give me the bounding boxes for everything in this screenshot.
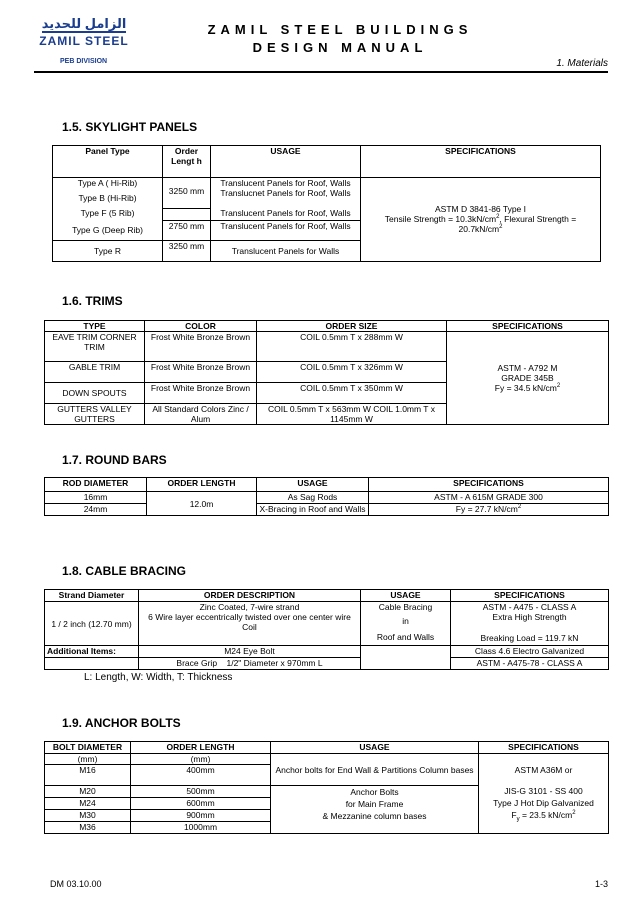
spec-line: Extra High Strength — [492, 612, 567, 622]
col-header: TYPE — [45, 321, 145, 332]
col-header: SPECIFICATIONS — [369, 478, 609, 492]
footer-doc-code: DM 03.10.00 — [50, 879, 102, 889]
section-title-round-bars: 1.7. ROUND BARS — [62, 453, 167, 467]
section-title-trims: 1.6. TRIMS — [62, 294, 123, 308]
spec-line: ASTM A36M or — [514, 764, 573, 775]
col-header: USAGE — [271, 742, 479, 754]
panel-type: Type A ( Hi-Rib) — [53, 178, 163, 189]
logo-bar — [42, 31, 126, 33]
order-length: 3250 mm — [163, 240, 211, 261]
panel-type: Type F (5 Rib) — [53, 208, 163, 220]
spec-line: Breaking Load = 119.7 kN — [480, 633, 579, 643]
cable-bracing-table — [44, 589, 609, 670]
trim-size: COIL 0.5mm T x 350mm W — [257, 383, 447, 404]
strand-diameter: 1 / 2 inch (12.70 mm) — [45, 602, 139, 646]
skylight-specs — [361, 178, 601, 262]
trim-size: COIL 0.5mm T x 288mm W — [257, 332, 447, 362]
spec-line: ASTM - A792 M — [497, 363, 558, 373]
usage: Translucent Panels for Roof, Walls — [211, 220, 361, 240]
usage-line: Cable Bracing — [378, 602, 433, 612]
order-length: 2750 mm — [163, 220, 211, 240]
bolt-length: 600mm — [131, 798, 271, 810]
col-header: USAGE — [257, 478, 369, 492]
col-header: SPECIFICATIONS — [479, 742, 609, 754]
trim-color: Frost White Bronze Brown — [145, 362, 257, 383]
bolt-usage — [271, 786, 479, 834]
trim-color: All Standard Colors Zinc / Alum — [145, 404, 257, 425]
bolt-length: 400mm — [131, 765, 271, 786]
spec-line: $20.7kN/cm^2$ — [458, 224, 503, 235]
usage-line: Anchor Bolts — [350, 787, 399, 797]
trim-specs — [447, 332, 609, 425]
bolt-diameter: M24 — [45, 798, 131, 810]
rod-usage: As Sag Rods — [257, 492, 369, 504]
spec-line: GRADE 345B — [501, 373, 554, 383]
section-title-anchor-bolts: 1.9. ANCHOR BOLTS — [62, 716, 181, 730]
col-header: ORDER LENGTH — [147, 478, 257, 492]
col-header: BOLT DIAMETER — [45, 742, 131, 754]
usage: Translucnet Panels for Roof, Walls — [211, 188, 361, 208]
panel-type: Type B (Hi-Rib) — [53, 188, 163, 208]
cable-usage — [361, 602, 451, 646]
rod-length: 12.0m — [147, 492, 257, 516]
usage: Translucent Panels for Roof, Walls — [211, 208, 361, 220]
desc-line: 6 Wire layer eccentrically twisted over one center wire Coil — [148, 612, 351, 632]
empty-cell — [479, 754, 609, 765]
spec-line: JIS-G 3101 - SS 400 — [504, 785, 583, 796]
usage: Translucent Panels for Roof, Walls — [211, 178, 361, 189]
trim-type: DOWN SPOUTS — [45, 383, 145, 404]
bolt-diameter: M30 — [45, 810, 131, 822]
panel-type: Type R — [53, 240, 163, 261]
col-header: ORDER LENGTH — [131, 742, 271, 754]
section-title-cable-bracing: 1.8. CABLE BRACING — [62, 564, 187, 578]
anchor-bolts-table — [44, 741, 609, 834]
bolt-usage: Anchor bolts for End Wall & Partitions Column bases — [271, 765, 479, 786]
usage-line: Roof and Walls — [376, 632, 435, 642]
bolt-length: 900mm — [131, 810, 271, 822]
unit-label: (mm) — [131, 754, 271, 765]
col-header: SPECIFICATIONS — [361, 146, 601, 178]
rod-spec: Fy = 27.7 $kN/cm^2$ — [369, 504, 609, 516]
rod-spec: ASTM - A 615M GRADE 300 — [369, 492, 609, 504]
additional-item: M24 Eye Bolt — [139, 646, 361, 658]
empty-cell — [271, 754, 479, 765]
col-header: Panel Type — [53, 146, 163, 178]
division-label: PEB DIVISION — [60, 58, 108, 65]
header-rule — [34, 71, 608, 73]
spec-line: ASTM - A475 - CLASS A — [482, 602, 577, 612]
doc-title-line1: ZAMIL STEEL BUILDINGS — [207, 22, 473, 37]
bolt-diameter: M16 — [45, 765, 131, 786]
additional-item-spec: Class 4.6 Electro Galvanized — [451, 646, 609, 658]
spec-line: ASTM D 3841-86 Type I — [434, 204, 527, 215]
usage-line: & Mezzanine column bases — [322, 811, 427, 821]
trim-color: Frost White Bronze Brown — [145, 332, 257, 362]
empty-cell — [45, 658, 139, 670]
empty-cell — [163, 208, 211, 220]
empty-cell — [361, 646, 451, 670]
chapter-label: 1. Materials — [556, 58, 608, 69]
spec-line: $F_y = 23.5$ $kN/cm^2$ — [511, 809, 576, 823]
trim-size: COIL 0.5mm T x 326mm W — [257, 362, 447, 383]
bolt-length: 1000mm — [131, 822, 271, 834]
spec-line: Type J Hot Dip Galvanized — [493, 797, 594, 808]
trim-color: Frost White Bronze Brown — [145, 383, 257, 404]
trim-size: COIL 0.5mm T x 563mm W COIL 1.0mm T x 1145mm W — [257, 404, 447, 425]
col-header: USAGE — [361, 590, 451, 602]
additional-item: Brace Grip 1/2" Diameter x 970mm L — [139, 658, 361, 670]
col-header: ORDER DESCRIPTION — [139, 590, 361, 602]
usage-line: for Main Frame — [345, 799, 404, 809]
spec-line: Fy = 34.5 $kN/cm^2$ — [494, 383, 561, 393]
trims-table — [44, 320, 609, 425]
col-header: SPECIFICATIONS — [451, 590, 609, 602]
bolt-length: 500mm — [131, 786, 271, 798]
bolt-diameter: M20 — [45, 786, 131, 798]
bolt-specs — [479, 765, 609, 834]
round-bars-table — [44, 477, 609, 516]
usage: Translucent Panels for Walls — [211, 240, 361, 261]
col-header: SPECIFICATIONS — [447, 321, 609, 332]
trim-type: EAVE TRIM CORNER TRIM — [45, 332, 145, 362]
order-length: 3250 mm — [163, 178, 211, 209]
rod-diameter: 24mm — [45, 504, 147, 516]
cable-description — [139, 602, 361, 646]
footer-page-number: 1-3 — [594, 879, 608, 889]
spec-line: Tensile Strength = $10.3kN/cm^2$, Flexural Strength = — [384, 214, 577, 225]
usage-line: in — [402, 616, 409, 626]
col-header: ORDER SIZE — [257, 321, 447, 332]
rod-usage: X-Bracing in Roof and Walls — [257, 504, 369, 516]
logo-arabic-text: الزامل للحديد — [41, 16, 127, 31]
unit-label: (mm) — [45, 754, 131, 765]
additional-item-spec: ASTM - A475-78 - CLASS A — [451, 658, 609, 670]
col-header: ROD DIAMETER — [45, 478, 147, 492]
doc-title-line2: DESIGN MANUAL — [252, 40, 428, 55]
panel-type: Type G (Deep Rib) — [53, 220, 163, 240]
col-header: Order Lengt h — [163, 146, 211, 178]
logo-english-text: ZAMIL STEEL — [39, 34, 129, 48]
col-header: COLOR — [145, 321, 257, 332]
bolt-diameter: M36 — [45, 822, 131, 834]
rod-diameter: 16mm — [45, 492, 147, 504]
skylight-table — [52, 145, 601, 262]
col-header: USAGE — [211, 146, 361, 178]
abbreviation-note: L: Length, W: Width, T: Thickness — [84, 672, 233, 683]
desc-line: Zinc Coated, 7-wire strand — [199, 602, 300, 612]
col-header: Strand Diameter — [45, 590, 139, 602]
section-title-skylight: 1.5. SKYLIGHT PANELS — [62, 120, 198, 134]
additional-items-label: Additional Items: — [45, 646, 139, 658]
trim-type: GUTTERS VALLEY GUTTERS — [45, 404, 145, 425]
trim-type: GABLE TRIM — [45, 362, 145, 383]
cable-spec — [451, 602, 609, 646]
